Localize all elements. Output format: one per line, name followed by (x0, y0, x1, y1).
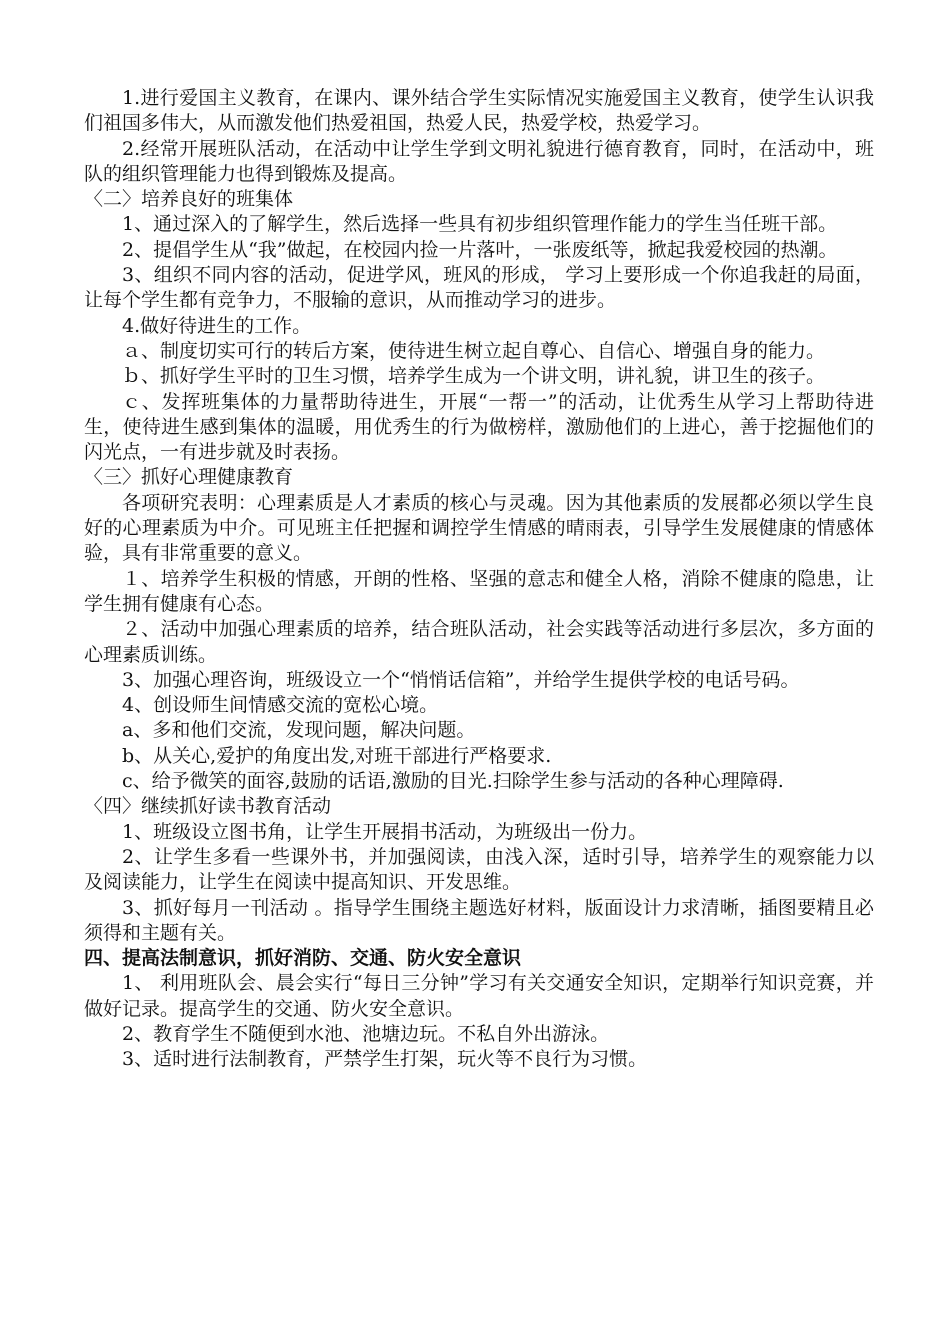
paragraph-item-b-care: b、从关心,爱护的角度出发,对班干部进行严格要求. (122, 744, 552, 767)
paragraph-item-a-communicate: a、多和他们交流，发现问题，解决问题。 (122, 719, 476, 742)
paragraph-positive-emotion: １、培养学生积极的情感，开朗的性格、坚强的意志和健全人格，消除不健康的隐患，让学生拥有健康有心态。 (84, 567, 874, 615)
paragraph-counseling: 3、加强心理咨询，班级设立一个“悄悄话信箱”，并给学生提供学校的电话号码。 (122, 668, 800, 691)
paragraph-relaxed-mood: 4、创设师生间情感交流的宽松心境。 (122, 694, 439, 717)
paragraph-study-style: 3、组织不同内容的活动，促进学风，班风的形成， 学习上要形成一个你追我赶的局面，让每个学生都有竞争力，不服输的意识，从而推动学习的进步。 (84, 264, 874, 312)
paragraph-love-campus: 2、提倡学生从“我”做起，在校园内捡一片落叶，一张废纸等，掀起我爱校园的热潮。 (122, 238, 838, 261)
section-heading-3: 〈三〉抓好心理健康教育 (84, 466, 294, 489)
paragraph-research: 各项研究表明：心理素质是人才素质的核心与灵魂。因为其他素质的发展都必须以学生良好的心理素质为中介。可见班主任把握和调控学生情感的晴雨表，引导学生发展健康的情感体验，具有非常重要的意义。 (84, 491, 874, 565)
paragraph-legal-education: 3、适时进行法制教育，严禁学生打架，玩火等不良行为习惯。 (122, 1048, 648, 1071)
paragraph-item-b-hygiene: ｂ、抓好学生平时的卫生习惯，培养学生成为一个讲文明，讲礼貌，讲卫生的孩子。 (122, 365, 826, 388)
paragraph-water-safety: 2、教育学生不随便到水池、池塘边玩。不私自外出游泳。 (122, 1022, 610, 1045)
paragraph-monthly-issue: 3、抓好每月一刊活动 。指导学生围绕主题选好材料，版面设计力求清晰，插图要精且必须得和主题有关。 (84, 896, 874, 944)
paragraph-item-c-smile: c、给予微笑的面容,鼓励的话语,激励的目光.扫除学生参与活动的各种心理障碍. (122, 770, 784, 793)
paragraph-class-cadres: 1、通过深入的了解学生，然后选择一些具有初步组织管理作能力的学生当任班干部。 (122, 213, 838, 236)
paragraph-extra-reading: 2、让学生多看一些课外书，并加强阅读，由浅入深，适时引导，培养学生的观察能力以及阅读能力，让学生在阅读中提高知识、开发思维。 (84, 845, 874, 894)
section-heading-4: 〈四〉继续抓好读书教育活动 (84, 795, 332, 818)
paragraph-psych-training: ２、活动中加强心理素质的培养，结合班队活动，社会实践等活动进行多层次，多方面的心理素质训练。 (84, 618, 874, 666)
section-heading-2: 〈二〉培养良好的班集体 (84, 188, 294, 211)
document-page (84, 86, 874, 1073)
paragraph-book-corner: 1、班级设立图书角，让学生开展捐书活动，为班级出一份力。 (122, 820, 648, 843)
paragraph-item-a-plan: ａ、制度切实可行的转后方案，使待进生树立起自尊心、自信心、增强自身的能力。 (122, 339, 826, 362)
paragraph-backward-students: 4.做好待进生的工作。 (122, 314, 312, 337)
paragraph-class-activities: 2.经常开展班队活动，在活动中让学生学到文明礼貌进行德育教育，同时，在活动中，班队的组织管理能力也得到锻炼及提高。 (84, 137, 874, 185)
paragraph-item-c-help: ｃ、发挥班集体的力量帮助待进生，开展“一帮一”的活动，让优秀生从学习上帮助待进生，使待进生感到集体的温暖，用优秀生的行为做榜样，激励他们的上进心，善于挖掘他们的闪光点，一有进步就及时表扬。 (84, 390, 874, 464)
paragraph-patriotic-education: 1.进行爱国主义教育，在课内、课外结合学生实际情况实施爱国主义教育，使学生认识我们祖国多伟大，从而激发他们热爱祖国，热爱人民，热爱学校，热爱学习。 (84, 87, 874, 135)
section-heading-safety: 四、提高法制意识，抓好消防、交通、防火安全意识 (84, 947, 522, 970)
paragraph-traffic-safety: 1、 利用班队会、晨会实行“每日三分钟”学习有关交通安全知识，定期举行知识竞赛，并做好记录。提高学生的交通、防火安全意识。 (84, 972, 874, 1020)
